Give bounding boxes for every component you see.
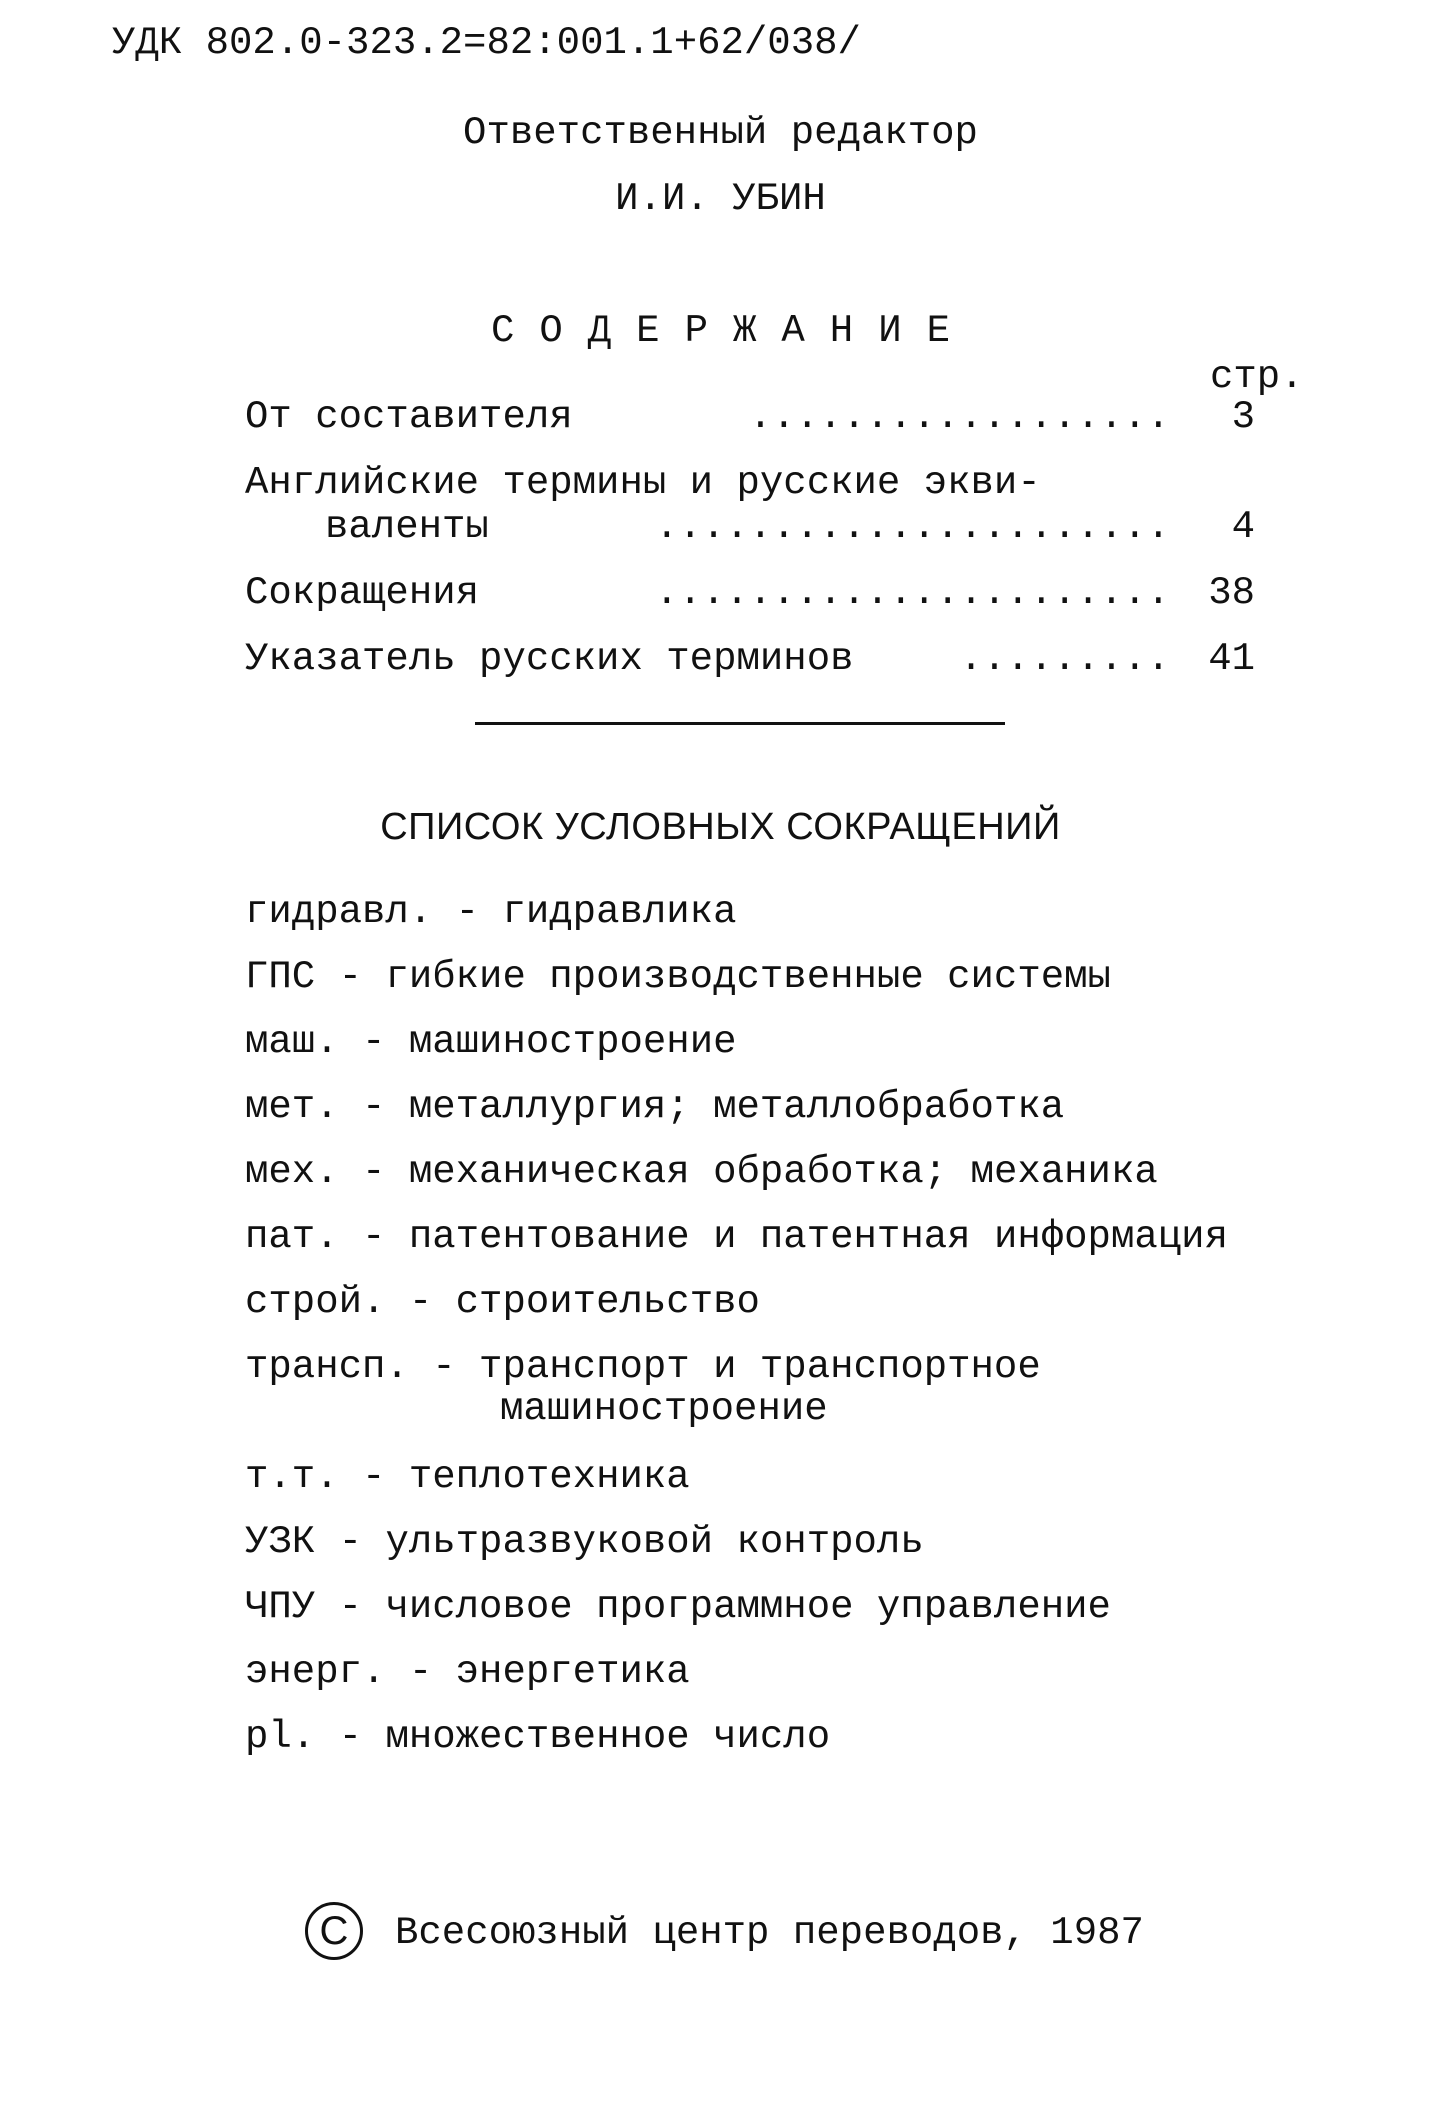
abbreviation-term: ЧПУ — [245, 1585, 316, 1629]
abbreviation-meaning: множественное число — [385, 1715, 831, 1759]
abbreviation-meaning: гидравлика — [502, 890, 737, 934]
copyright-icon: C — [305, 1902, 363, 1960]
abbreviation-item: ГПС - гибкие производственные системы — [245, 955, 1111, 999]
abbreviation-item: мет. - металлургия; металлобработка — [245, 1085, 1065, 1129]
toc-entry-text: валенты — [325, 505, 489, 549]
abbreviation-meaning: теплотехника — [408, 1455, 690, 1499]
toc-entry — [245, 395, 1255, 439]
abbreviation-term: т.т. — [245, 1455, 339, 1499]
toc-entry — [245, 637, 1255, 681]
section-divider — [475, 722, 1005, 725]
abbreviation-term: пат. — [245, 1215, 339, 1259]
abbreviation-item: т.т. - теплотехника — [245, 1455, 690, 1499]
toc-entry-continuation — [325, 505, 1255, 549]
abbreviation-term: строй. — [245, 1280, 386, 1324]
toc-entry-text: Указатель русских терминов — [245, 637, 854, 681]
abbreviation-item: трансп. - транспорт и транспортное — [245, 1345, 1041, 1389]
abbreviation-term: трансп. — [245, 1345, 409, 1389]
abbreviation-item: маш. - машиностроение — [245, 1020, 737, 1064]
abbreviation-term: гидравл. — [245, 890, 433, 934]
abbreviation-item: энерг. - энергетика — [245, 1650, 690, 1694]
abbreviation-item: мех. - механическая обработка; механика — [245, 1150, 1158, 1194]
udc-code: УДК 802.0-323.2=82:001.1+62/038/ — [112, 21, 861, 65]
editor-name: И.И. УБИН — [615, 177, 826, 221]
abbreviation-item: гидравл. - гидравлика — [245, 890, 737, 934]
copyright-text: Всесоюзный центр переводов, 1987 — [395, 1911, 1144, 1955]
toc-leader-dots: ...................... — [631, 571, 1170, 615]
editor-label: Ответственный редактор — [463, 111, 978, 155]
abbreviation-meaning: механическая обработка; механика — [408, 1150, 1158, 1194]
abbreviation-meaning: числовое программное управление — [385, 1585, 1111, 1629]
toc-leader-dots: ...................... — [631, 505, 1170, 549]
toc-page-column-header: стр. — [1210, 355, 1304, 399]
toc-entry-page: 41 — [1208, 637, 1255, 681]
abbreviation-term: энерг. — [245, 1650, 386, 1694]
abbreviation-meaning: гибкие производственные системы — [385, 955, 1111, 999]
abbreviation-item: строй. - строительство — [245, 1280, 760, 1324]
abbreviation-meaning-continuation: машиностроение — [500, 1387, 828, 1431]
toc-entry-text: Английские термины и русские экви- — [245, 461, 1041, 505]
abbreviation-meaning: транспорт и транспортное — [479, 1345, 1041, 1389]
abbreviation-term: ГПС — [245, 955, 316, 999]
abbreviation-meaning: патентование и патентная информация — [408, 1215, 1228, 1259]
abbreviation-term: маш. — [245, 1020, 339, 1064]
abbreviation-meaning: машиностроение — [408, 1020, 737, 1064]
toc-entry-page: 4 — [1231, 505, 1255, 549]
toc-entry-page: 3 — [1231, 395, 1255, 439]
abbreviation-item: ЧПУ - числовое программное управление — [245, 1585, 1111, 1629]
toc-entry-text: От составителя — [245, 395, 573, 439]
abbreviation-meaning: энергетика — [455, 1650, 690, 1694]
abbreviation-term: мех. — [245, 1150, 339, 1194]
toc-leader-dots: ......... — [935, 637, 1170, 681]
toc-entry — [245, 461, 1255, 505]
toc-entry-page: 38 — [1208, 571, 1255, 615]
toc-heading: СОДЕРЖАНИЕ — [490, 309, 976, 353]
abbreviations-heading: СПИСОК УСЛОВНЫХ СОКРАЩЕНИЙ — [380, 806, 1061, 848]
abbreviation-item: УЗК - ультразвуковой контроль — [245, 1520, 924, 1564]
abbreviation-term: мет. — [245, 1085, 339, 1129]
toc-entry-text: Сокращения — [245, 571, 480, 615]
abbreviation-meaning: строительство — [455, 1280, 760, 1324]
abbreviation-item: pl. - множественное число — [245, 1715, 831, 1759]
toc-leader-dots: .................. — [725, 395, 1170, 439]
toc-entry — [245, 571, 1255, 615]
abbreviation-term: УЗК — [245, 1520, 316, 1564]
abbreviation-meaning: металлургия; металлобработка — [408, 1085, 1065, 1129]
abbreviation-meaning: ультразвуковой контроль — [385, 1520, 924, 1564]
abbreviation-term: pl. — [245, 1715, 316, 1759]
abbreviation-item: пат. - патентование и патентная информация — [245, 1215, 1228, 1259]
